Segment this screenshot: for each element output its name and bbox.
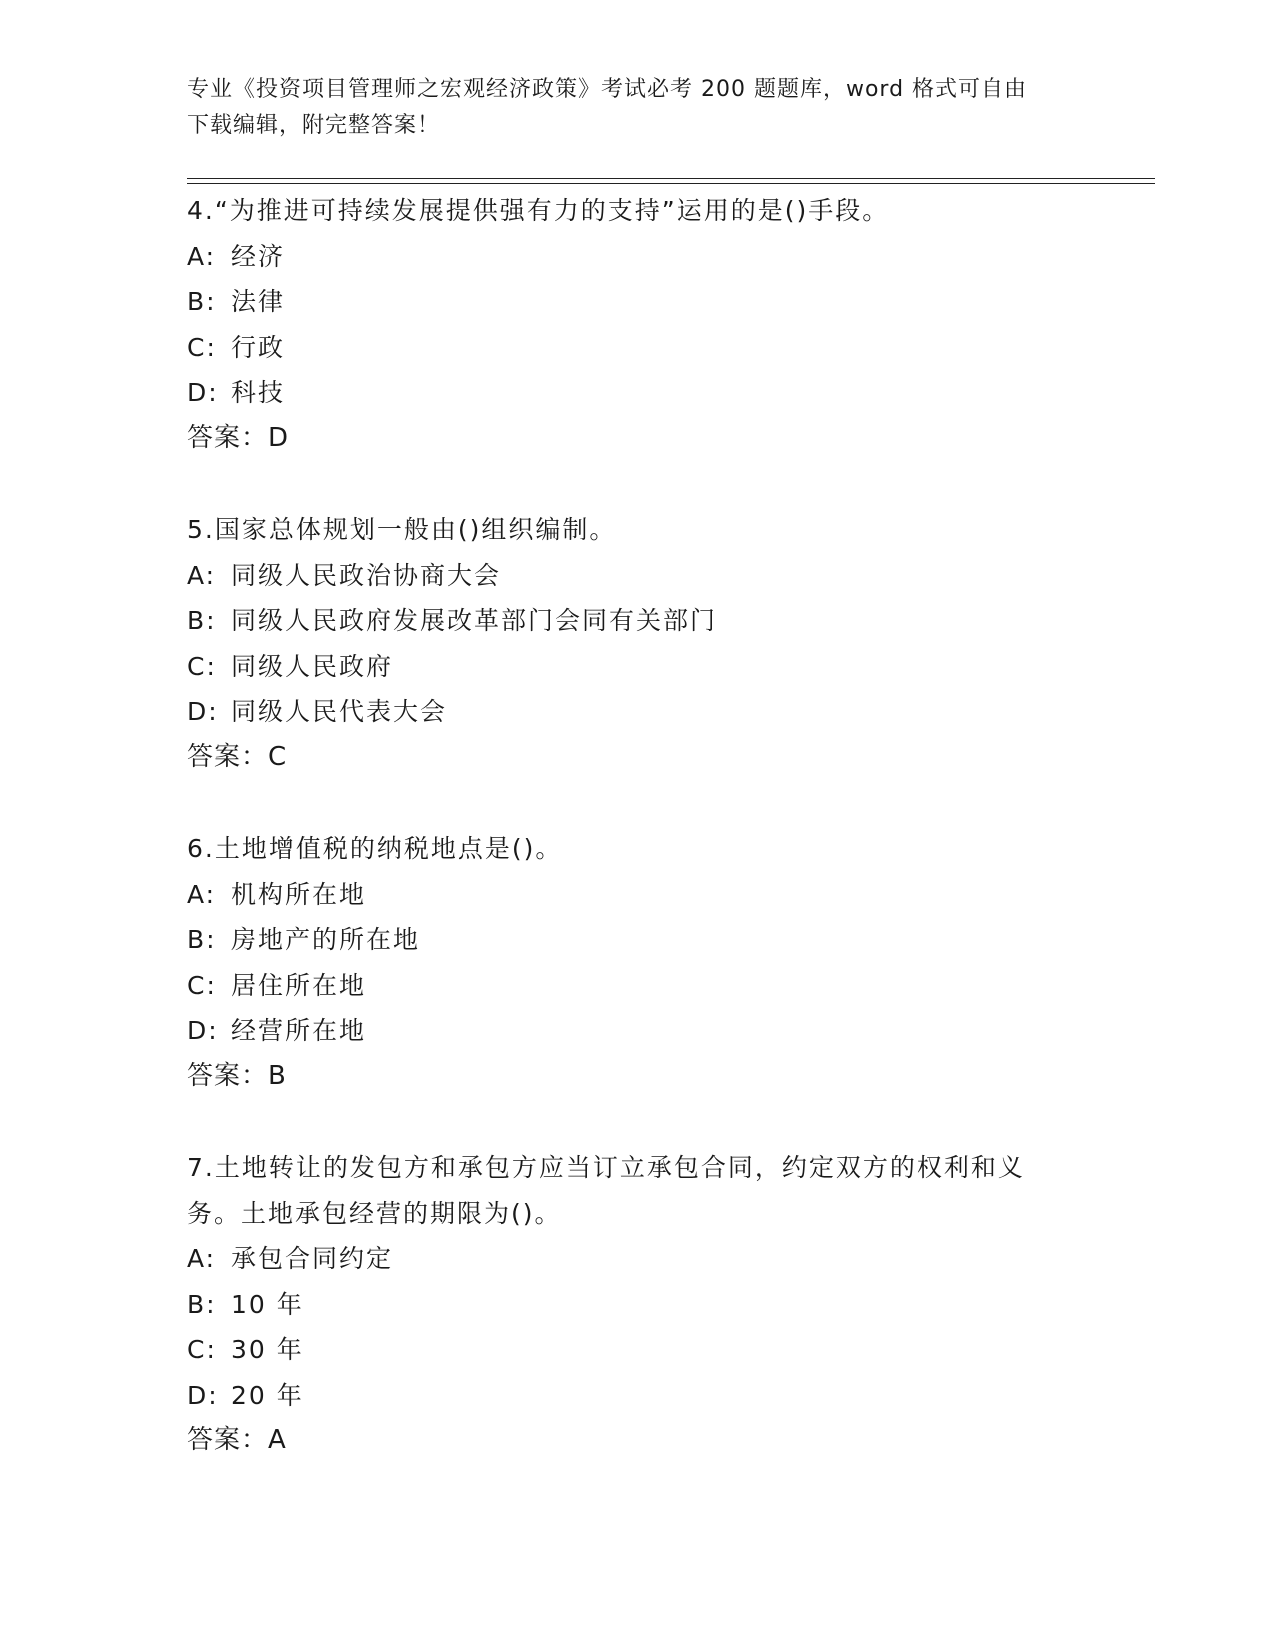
document-header [187,72,1067,144]
option-c [187,1327,1087,1373]
option-label: C: [187,332,217,362]
option-label: D: [187,378,219,407]
option-b [187,279,1087,325]
option-text: 10 年 [231,1289,304,1319]
option-c [187,963,1087,1009]
header-line-2: 下载编辑，附完整答案！ [187,113,441,138]
option-text: 30 年 [231,1335,304,1364]
question-stem: 5.国家总体规划一般由()组织编制。 [187,515,617,544]
answer-line [187,416,1087,462]
option-text: 经济 [231,241,286,271]
option-text: 房地产的所在地 [231,925,421,954]
option-text: 法律 [231,287,286,316]
option-b [187,1282,1087,1328]
question-block [187,826,1087,1099]
option-b [187,598,1087,644]
header-divider-bottom [187,183,1155,184]
option-text: 经营所在地 [231,1016,367,1045]
header-line-1: 专业《投资项目管理师之宏观经济政策》考试必考 200 题题库，word 格式可自由 [187,77,1028,102]
option-text: 承包合同约定 [231,1244,394,1273]
option-label: B: [187,925,217,954]
option-a [187,1236,1087,1282]
option-text: 居住所在地 [231,970,367,1000]
answer-value: B [268,1060,287,1091]
question-stem: 7.土地转让的发包方和承包方应当订立承包合同，约定双方的权利和义务。土地承包经营的期限为()。 [187,1153,1025,1228]
option-a [187,553,1087,599]
option-text: 同级人民政府 [231,651,394,681]
option-label: C: [187,651,217,681]
option-c [187,325,1087,371]
answer-label: 答案： [187,1060,269,1091]
option-label: C: [187,1335,217,1364]
option-text: 行政 [231,332,286,362]
question-block [187,507,1087,780]
option-text: 同级人民代表大会 [231,697,448,726]
question-stem: 6.土地增值税的纳税地点是()。 [187,834,563,863]
answer-value: C [268,741,288,772]
answer-line [187,1418,1087,1464]
answer-value: D [268,422,290,453]
option-label: A: [187,241,217,271]
option-b [187,917,1087,963]
option-d [187,370,1087,416]
option-text: 同级人民政府发展改革部门会同有关部门 [231,606,718,635]
answer-label: 答案： [187,741,269,772]
option-label: B: [187,287,217,316]
header-divider-top [187,178,1155,179]
option-a [187,872,1087,918]
answer-line [187,735,1087,781]
answer-line [187,1054,1087,1100]
answer-value: A [268,1425,287,1455]
option-text: 科技 [231,378,286,407]
option-label: A: [187,560,217,590]
option-label: D: [187,1016,219,1045]
option-text: 20 年 [231,1380,304,1410]
option-d [187,1008,1087,1054]
option-a [187,234,1087,280]
question-block [187,188,1087,461]
option-label: C: [187,970,217,1000]
option-label: A: [187,879,217,909]
answer-label: 答案： [187,422,269,453]
option-label: A: [187,1244,217,1273]
answer-label: 答案： [187,1425,269,1455]
option-text: 机构所在地 [231,879,367,909]
option-text: 同级人民政治协商大会 [231,560,502,590]
option-label: B: [187,606,217,635]
question-block [187,1145,1087,1464]
option-d [187,1373,1087,1419]
question-stem: 4.“为推进可持续发展提供强有力的支持”运用的是()手段。 [187,196,890,225]
option-label: D: [187,697,219,726]
option-label: D: [187,1380,219,1410]
option-d [187,689,1087,735]
option-c [187,644,1087,690]
option-label: B: [187,1289,217,1319]
